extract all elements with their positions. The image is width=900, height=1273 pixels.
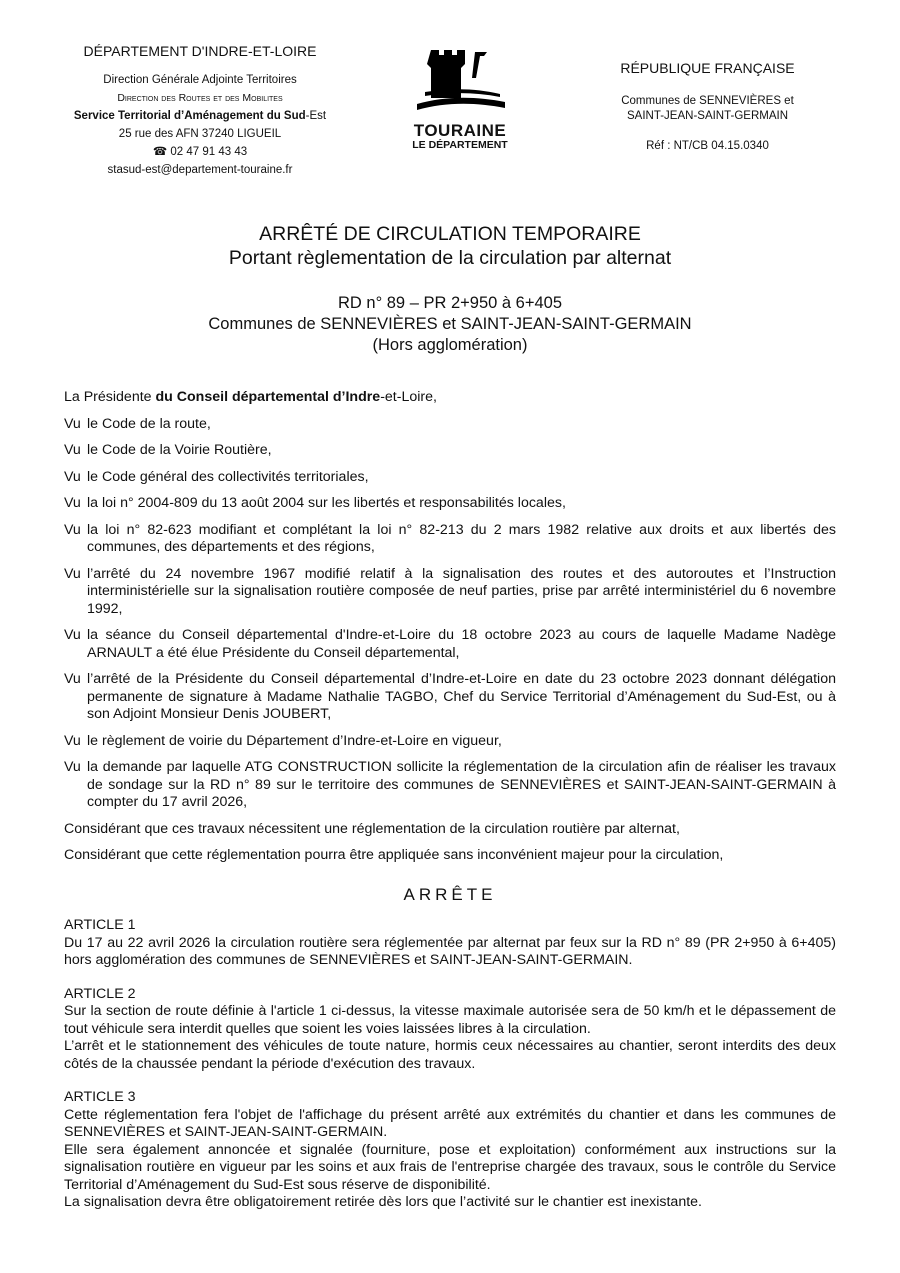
article-paragraph: Du 17 au 22 avril 2026 la circulation routière sera réglementée par alternat par feux sur la RD n° 89 (PR 2+950 à 6+405) hors agglomération des communes de SENNEVIÈRES et SAINT-JEAN-SAINT-GERMAIN. [64,934,836,968]
vu-item: Vu l’arrêté de la Présidente du Conseil départemental d’Indre-et-Loire en date du 23 octobre 2023 donnant délégation permanente de signature à Madame Nathalie TAGBO, Chef du Service Territorial d’Aménagement du Sud-Est, ou à son Adjoint Monsieur Denis JOUBERT, [64,671,836,722]
article-paragraph: L’arrêt et le stationnement des véhicules de toute nature, hormis ceux nécessaires au chantier, seront interdits des deux côtés de la chaussée pendant la période d'exécution des travaux. [64,1038,836,1072]
vu-item: Vu la loi n° 2004-809 du 13 août 2004 sur les libertés et responsabilités locales, [64,495,566,511]
logo-title: TOURAINE [413,121,507,140]
vu-item: Vu le Code général des collectivités territoriales, [64,468,369,485]
vu-item: Vu le règlement de voirie du Département d’Indre-et-Loire en vigueur, [64,732,502,749]
arrete-heading: ARRÊTE [403,884,497,904]
header-right [590,60,825,152]
touraine-logo [390,42,530,157]
email: stasud-est@departement-touraine.fr [107,164,293,176]
road-line-3: (Hors agglomération) [372,336,528,354]
title-line-1: ARRÊTÉ DE CIRCULATION TEMPORAIRE [259,223,641,245]
road-line-1: RD n° 89 – PR 2+950 à 6+405 [337,294,562,312]
department-name: DÉPARTEMENT D'INDRE-ET-LOIRE [83,43,317,59]
vu-item: Vu le Code de la route, [64,415,211,432]
article-paragraph: Cette réglementation fera l'objet de l'affichage du présent arrêté aux extrémités du chantier et dans les communes de SENNEVIÈRES et SAINT-JEAN-SAINT-GERMAIN. [64,1106,836,1140]
article-paragraph: Sur la section de route définie à l'article 1 ci-dessus, la vitesse maximale autorisée sera de 50 km/h et le dépassement de tout véhicule sera interdit quelles que soient les voies laissées libres à la circulation. [64,1003,836,1037]
vu-item: Vu le Code de la Voirie Routière, [64,442,272,458]
vu-item: Vu l’arrêté du 24 novembre 1967 modifié relatif à la signalisation des routes et des autoroutes et l’Instruction interministérielle sur la signalisation routière composée de neuf parties, prise par arrêté interministériel du 6 novembre 1992, [64,565,836,617]
considerant-1: Considérant que ces travaux nécessitent une réglementation de la circulation routière par alternat, [64,820,680,837]
article-heading: ARTICLE 2 [64,985,136,1002]
republic-label: RÉPUBLIQUE FRANÇAISE [620,60,795,76]
reference: Réf : NT/CB 04.15.0340 [646,140,769,152]
intro-line: La Présidente du Conseil départemental d’Indre-et-Loire, [64,389,437,405]
vu-item: Vu la séance du Conseil départemental d'Indre-et-Loire du 18 octobre 2023 au cours de laquelle Madame Nadège ARNAULT a été élue Présidente du Conseil départemental, [64,627,836,661]
road-line-2: Communes de SENNEVIÈRES et SAINT-JEAN-SAINT-GERMAIN [208,315,692,333]
article-heading: ARTICLE 3 [64,1089,136,1105]
article-paragraph: La signalisation devra être obligatoirement retirée dès lors que l’activité sur le chantier est inexistante. [64,1194,702,1210]
header-left [60,43,340,179]
article-1 [64,917,836,970]
castle-tower-icon [405,42,515,120]
direction-routes: Direction des Routes et des Mobilites [117,92,283,104]
road-section [0,293,900,356]
article-paragraph: Elle sera également annoncée et signalée (fourniture, pose et exploitation) conformément aux instructions sur la signalisation routière en vigueur par les soins et aux frais de l'entreprise chargée des travaux, sous le contrôle du Service Territorial d’Aménagement du Sud-Est sous réserve de disponibilité. [64,1141,836,1193]
communes-line-2: SAINT-JEAN-SAINT-GERMAIN [626,110,789,122]
service-name: Service Territorial d’Aménagement du Sud-Est [73,110,327,122]
vu-item: Vu la loi n° 82-623 modifiant et complétant la loi n° 82-213 du 2 mars 1982 relative aux droits et aux libertés des communes, des départements et des régions, [64,521,836,555]
logo-subtitle: LE DÉPARTEMENT [412,139,508,151]
communes-line-1: Communes de SENNEVIÈRES et [621,95,794,107]
address: 25 rue des AFN 37240 LIGUEIL [118,128,282,140]
article-3 [64,1089,836,1212]
document-title [0,222,900,270]
title-line-2: Portant règlementation de la circulation par alternat [228,247,672,269]
article-2 [64,986,836,1074]
direction-line: Direction Générale Adjointe Territoires [103,74,297,86]
considerant-2: Considérant que cette réglementation pourra être appliquée sans inconvénient majeur pour la circulation, [64,847,724,863]
phone: ☎ 02 47 91 43 43 [152,146,248,158]
article-heading: ARTICLE 1 [64,917,136,933]
vu-item: Vu la demande par laquelle ATG CONSTRUCTION sollicite la réglementation de la circulation afin de réaliser les travaux de sondage sur la RD n° 89 sur le territoire des communes de SENNEVIÈRES et SAINT-JEAN-SAINT-GERMAIN à compter du 17 avril 2026, [64,759,836,810]
document-body [64,389,836,1228]
